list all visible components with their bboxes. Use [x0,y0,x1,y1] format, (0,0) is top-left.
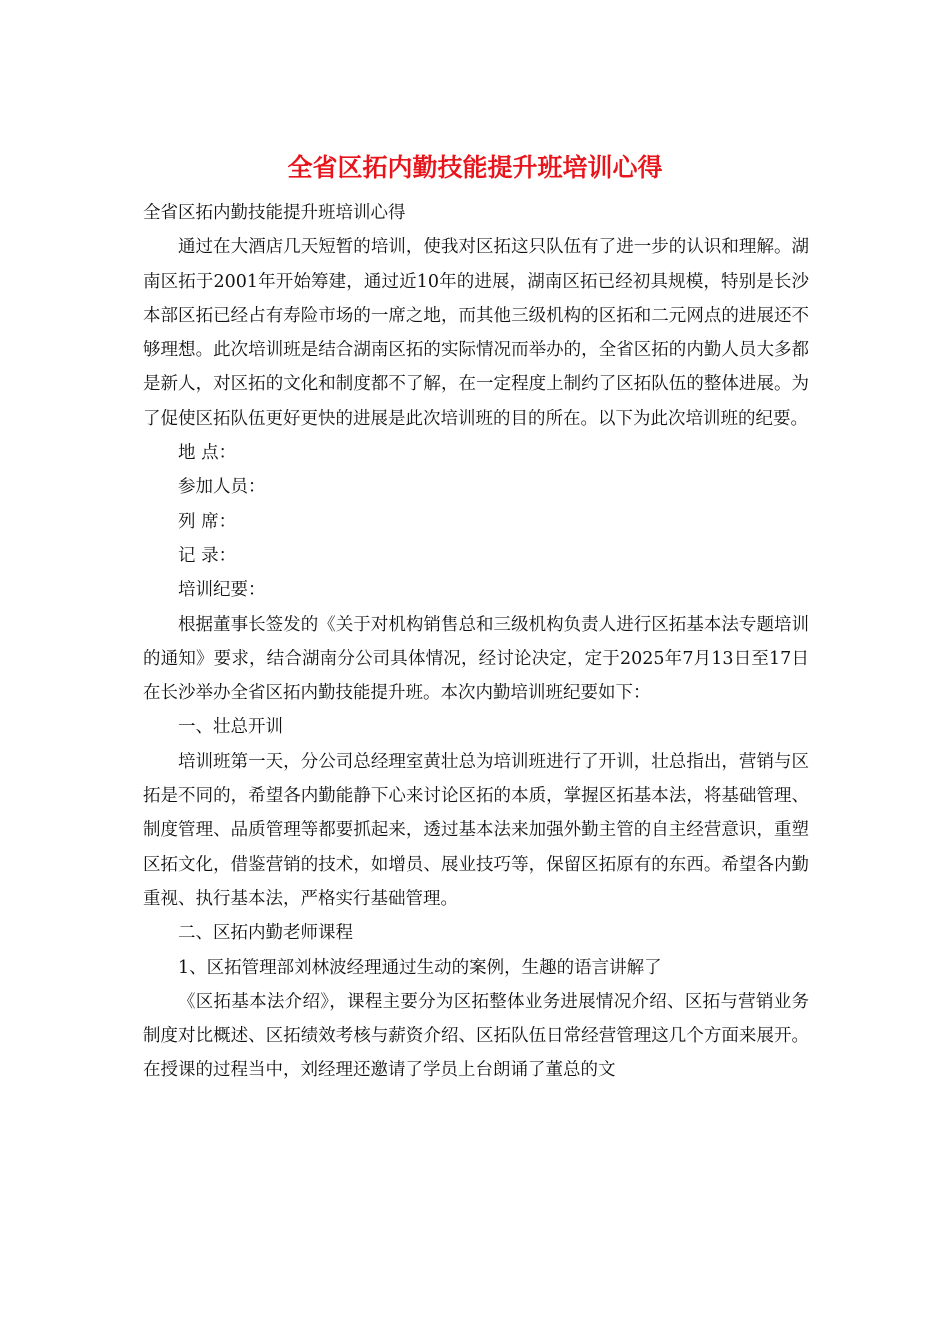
body-paragraph: 记 录： [178,545,237,566]
body-paragraph: 一、壮总开训 [178,717,283,738]
body-paragraph: 1、区拓管理部刘林波经理通过生动的案例，生趣的语言讲解了 [178,957,662,978]
body-paragraph: 通过在大酒店几天短暂的培训，使我对区拓这只队伍有了进一步的认识和理解。湖南区拓于2001年开始筹建，通过近10年的进展，湖南区拓已经初具规模，特别是长沙本部区拓已经占有寿险市场的一席之地，而其他三级机构的区拓和二元网点的进展还不够理想。此次培训班是结合湖南区拓的实际情况而举办的，全省区拓的内勤人员大多都是新人，对区拓的文化和制度都不了解，在一定程度上制约了区拓队伍的整体进展。为了促使区拓队伍更好更快的进展是此次培训班的目的所在。以下为此次培训班的纪要。 [143,237,809,429]
body-paragraph: 培训纪要： [178,580,266,601]
body-paragraph: 培训班第一天，分公司总经理室黄壮总为培训班进行了开训，壮总指出，营销与区拓是不同的，希望各内勤能静下心来讨论区拓的本质，掌握区拓基本法，将基础管理、制度管理、品质管理等都要抓起来，透过基本法来加强外勤主管的自主经营意识，重塑区拓文化，借鉴营销的技术，如增员、展业技巧等，保留区拓原有的东西。希望各内勤重视、执行基本法，严格实行基础管理。 [143,751,809,909]
document-title: 全省区拓内勤技能提升班培训心得 [287,153,663,182]
document-body [143,196,809,1088]
body-paragraph: 全省区拓内勤技能提升班培训心得 [143,203,406,223]
body-paragraph: 列 席： [178,511,237,532]
body-paragraph: 参加人员： [178,477,266,498]
body-paragraph: 根据董事长签发的《关于对机构销售总和三级机构负责人进行区拓基本法专题培训的通知》要求，结合湖南分公司具体情况，经讨论决定，定于2025年7月13日至17日在长沙举办全省区拓内勤技能提升班。本次内勤培训班纪要如下： [143,614,809,704]
body-paragraph: 《区拓基本法介绍》，课程主要分为区拓整体业务进展情况介绍、区拓与营销业务制度对比概述、区拓绩效考核与薪资介绍、区拓队伍日常经营管理这几个方面来展开。在授课的过程当中，刘经理还邀请了学员上台朗诵了董总的文 [143,991,809,1081]
body-paragraph: 地 点： [178,443,237,464]
body-paragraph: 二、区拓内勤老师课程 [178,923,353,944]
